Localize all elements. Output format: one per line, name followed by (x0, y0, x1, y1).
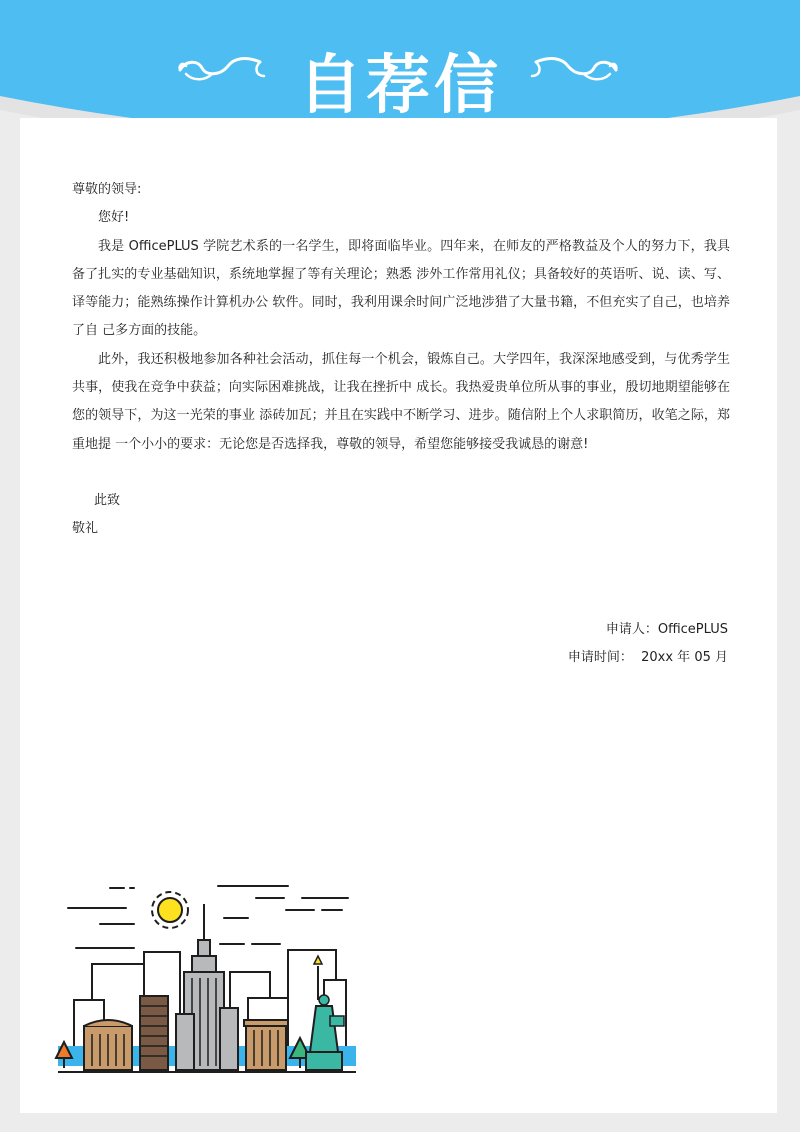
sky-lines (68, 886, 348, 948)
date-value: 20xx 年 05 月 (641, 650, 728, 665)
date-label: 申请时间： (567, 650, 633, 665)
tan-building (84, 1020, 132, 1070)
right-flourish-icon (528, 52, 620, 86)
date-row (568, 644, 728, 672)
left-flourish-icon (176, 52, 268, 86)
greeting: 您好! (98, 210, 130, 226)
signature-block (568, 616, 728, 672)
closing-line-1: 此致 (94, 492, 121, 508)
city-skyline-illustration (52, 880, 362, 1080)
applicant-value: OfficePLUS (657, 622, 728, 637)
tan-building-right (244, 1020, 288, 1070)
applicant-row (568, 616, 728, 644)
brown-tower (140, 996, 168, 1070)
sun-icon (152, 892, 188, 928)
page-title: 自荐信 (298, 49, 502, 123)
skyscraper (176, 904, 238, 1070)
paragraph-spacer (72, 459, 730, 487)
letter-body (72, 176, 730, 544)
body-paragraph-2: 此外，我还积极地参加各种社会活动，抓住每一个机会，锻炼自己。大学四年，我深深地感受到，与优秀学生共事，使我在竞争中获益；向实际困难挑战，让我在挫折中 成长。我热爱贵单位所从事的事业，殷切地期望能够在您的领导下，为这一光荣的事业 添砖加瓦；并且在实践中不断学习、进步。随信附上个人求职简历，收笔之际，郑重地提 一个小小的要求：无论您是否选择我，尊敬的领导，希望您能够接受我诚恳的谢意! (72, 351, 730, 452)
closing-line-2: 敬礼 (72, 521, 99, 537)
body-paragraph-1: 我是 OfficePLUS 学院艺术系的一名学生，即将面临毕业。四年来，在师友的严格教益及个人的努力下，我具备了扎实的专业基础知识，系统地掌握了等有关理论；熟悉 涉外工作常用礼仪；具备较好的英语听、说、读、写、译等能力；能熟练操作计算机办公 软件。同时，我利用课余时间广泛地涉猎了大量书籍，不但充实了自己，也培养了自 己多方面的技能。 (72, 238, 730, 339)
applicant-label: 申请人： (605, 622, 658, 637)
salutation: 尊敬的领导: (72, 182, 142, 197)
